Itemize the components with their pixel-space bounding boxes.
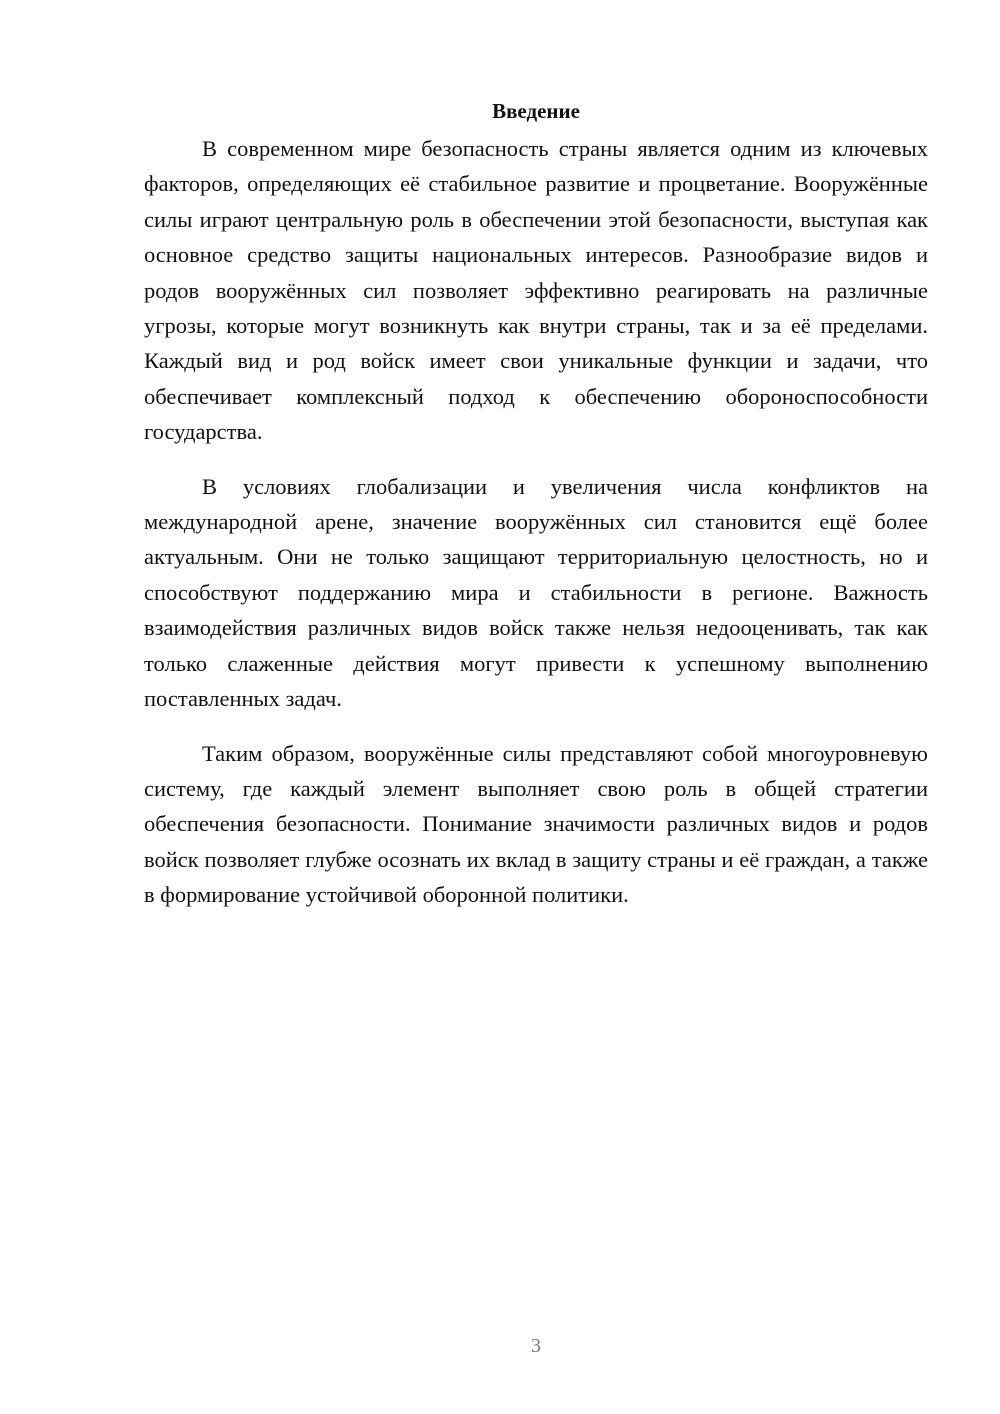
- paragraph-2: В условиях глобализации и увеличения числа конфликтов на международной арене, значение вооружённых сил становится ещё более актуальным. Они не только защищают территориальную целостность, но и способствуют поддержанию мира и стабильности в регионе. Важность взаимодействия различных видов войск также нельзя недооценивать, так как только слаженные действия могут привести к успешному выполнению поставленных задач.: [144, 473, 928, 712]
- paragraph-3: Таким образом, вооружённые силы представляют собой многоуровневую систему, где каждый элемент выполняет свою роль в общей стратегии обеспечения безопасности. Понимание значимости различных видов и родов войск позволяет глубже осознать их вклад в защиту страны и её граждан, а также в формирование устойчивой оборонной политики.: [144, 740, 928, 908]
- page-number: 3: [531, 1335, 541, 1357]
- paragraph-1: В современном мире безопасность страны является одним из ключевых факторов, определяющих её стабильное развитие и процветание. Вооружённые силы играют центральную роль в обеспечении этой безопасности, выступая как основное средство защиты национальных интересов. Разнообразие видов и родов вооружённых сил позволяет эффективно реагировать на различные угрозы, которые могут возникнуть как внутри страны, так и за её пределами. Каждый вид и род войск имеет свои уникальные функции и задачи, что обеспечивает комплексный подход к обеспечению обороноспособности государства.: [144, 136, 928, 445]
- section-heading: Введение: [492, 99, 580, 123]
- page-content: [144, 96, 928, 913]
